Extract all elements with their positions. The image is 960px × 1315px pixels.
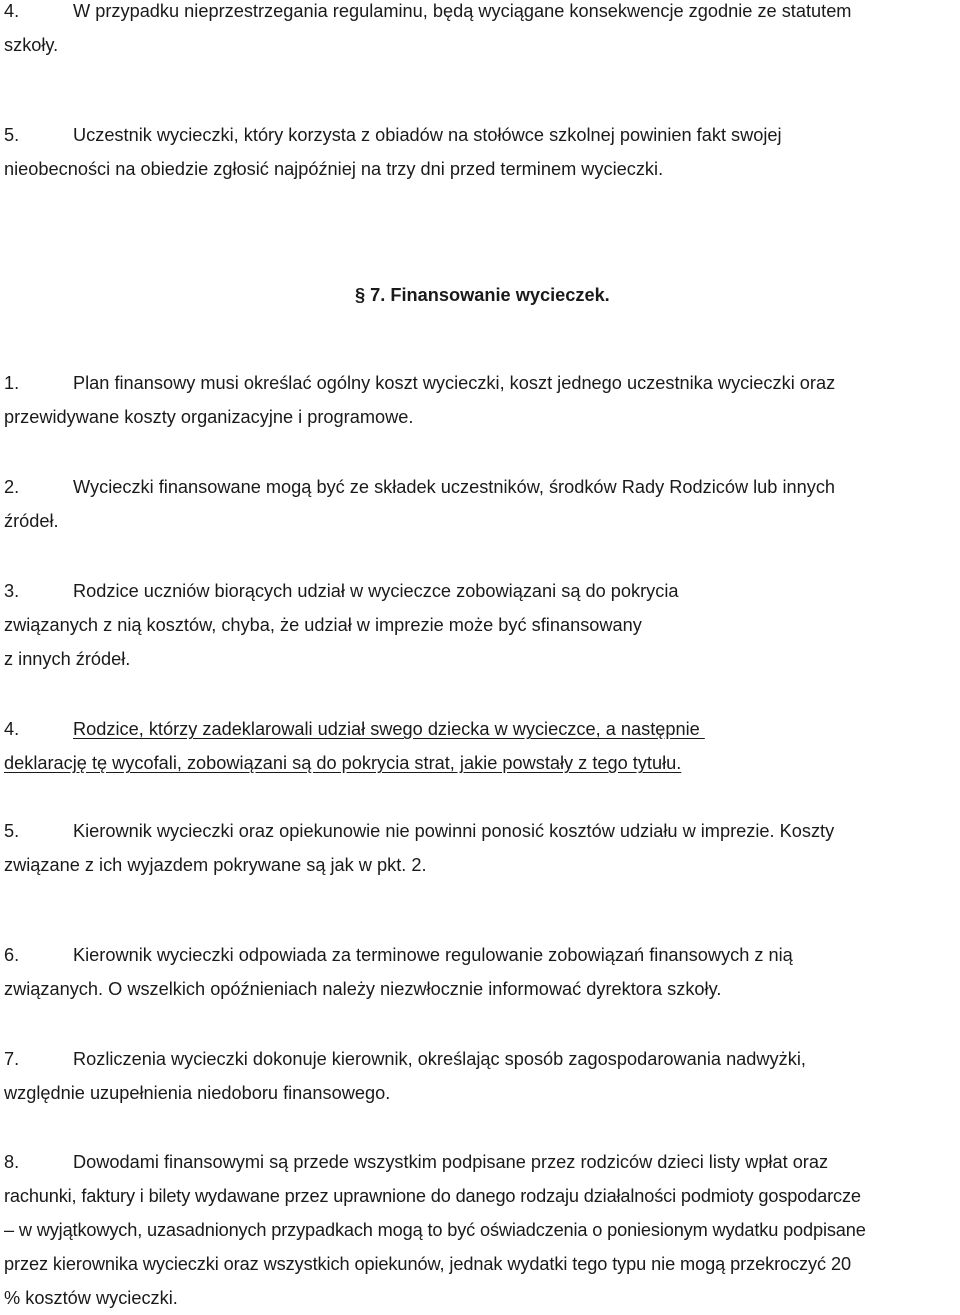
item-number: 4.	[4, 719, 20, 739]
paragraph-line	[4, 1145, 960, 1179]
section-item-1	[4, 366, 960, 434]
paragraph-line: przez kierownika wycieczki oraz wszystkich opiekunów, jednak wydatki tego typu nie mogą przekroczyć 20	[4, 1254, 852, 1274]
paragraph-line: % kosztów wycieczki.	[4, 1288, 178, 1308]
item-text: Wycieczki finansowane mogą być ze składek uczestników, środków Rady Rodziców lub innych	[73, 477, 836, 497]
paragraph-line: – w wyjątkowych, uzasadnionych przypadkach mogą to być oświadczenia o poniesionym wydatku podpisane	[4, 1220, 866, 1240]
paragraph-line: względnie uzupełnienia niedoboru finansowego.	[4, 1083, 391, 1103]
item-text: W przypadku nieprzestrzegania regulaminu, będą wyciągane konsekwencje zgodnie ze statutem	[73, 1, 852, 21]
item-number: 3.	[4, 581, 20, 601]
paragraph-line: nieobecności na obiedzie zgłosić najpóźniej na trzy dni przed terminem wycieczki.	[4, 159, 664, 179]
paragraph-line	[4, 1042, 960, 1076]
item-number: 2.	[4, 477, 20, 497]
paragraph-line	[4, 712, 960, 746]
section-item-4	[4, 712, 960, 780]
paragraph-line	[4, 746, 960, 780]
paragraph-line: związanych. O wszelkich opóźnieniach należy niezwłocznie informować dyrektora szkoły.	[4, 979, 722, 999]
section-item-3	[4, 574, 960, 676]
item-text: Dowodami finansowymi są przede wszystkim podpisane przez rodziców dzieci listy wpłat oraz	[73, 1152, 829, 1172]
paragraph-line	[4, 0, 960, 28]
paragraph-line	[4, 814, 960, 848]
paragraph-line	[4, 470, 960, 504]
item-text: Rodzice uczniów biorących udział w wycieczce zobowiązani są do pokrycia	[73, 581, 679, 601]
item-number: 1.	[4, 373, 20, 393]
item-text: Plan finansowy musi określać ogólny koszt wycieczki, koszt jednego uczestnika wycieczki oraz	[73, 373, 836, 393]
paragraph-line	[4, 574, 960, 608]
paragraph-line: szkoły.	[4, 35, 59, 55]
item-text: deklarację tę wycofali, zobowiązani są do pokrycia strat, jakie powstały z tego tytułu.	[4, 753, 682, 773]
top-item-5	[4, 118, 960, 186]
section-heading: § 7. Finansowanie wycieczek.	[355, 285, 610, 305]
section-item-8	[4, 1145, 960, 1315]
item-text: Kierownik wycieczki odpowiada za terminowe regulowanie zobowiązań finansowych z nią	[73, 945, 793, 965]
section-item-2	[4, 470, 960, 538]
top-item-4	[4, 0, 960, 62]
section-item-6	[4, 938, 960, 1006]
item-text: Rodzice, którzy zadeklarowali udział swego dziecka w wycieczce, a następnie	[73, 719, 705, 739]
section-item-7	[4, 1042, 960, 1110]
paragraph-line	[4, 118, 960, 152]
item-number: 5.	[4, 125, 20, 145]
item-number: 6.	[4, 945, 20, 965]
paragraph-line: związane z ich wyjazdem pokrywane są jak w pkt. 2.	[4, 855, 427, 875]
paragraph-line	[4, 938, 960, 972]
section-item-5	[4, 814, 960, 882]
item-number: 4.	[4, 1, 20, 21]
item-number: 7.	[4, 1049, 20, 1069]
paragraph-line	[4, 366, 960, 400]
item-number: 5.	[4, 821, 20, 841]
item-text: Kierownik wycieczki oraz opiekunowie nie powinni ponosić kosztów udziału w imprezie. Koszty	[73, 821, 835, 841]
paragraph-line: z innych źródeł.	[4, 649, 131, 669]
paragraph-line: rachunki, faktury i bilety wydawane przez uprawnione do danego rodzaju działalności podmioty gospodarcze	[4, 1186, 861, 1206]
paragraph-line: związanych z nią kosztów, chyba, że udział w imprezie może być sfinansowany	[4, 615, 642, 635]
item-text: Rozliczenia wycieczki dokonuje kierownik, określając sposób zagospodarowania nadwyżki,	[73, 1049, 806, 1069]
paragraph-line: przewidywane koszty organizacyjne i programowe.	[4, 407, 414, 427]
item-text: Uczestnik wycieczki, który korzysta z obiadów na stołówce szkolnej powinien fakt swojej	[73, 125, 782, 145]
paragraph-line: źródeł.	[4, 511, 59, 531]
item-number: 8.	[4, 1152, 20, 1172]
